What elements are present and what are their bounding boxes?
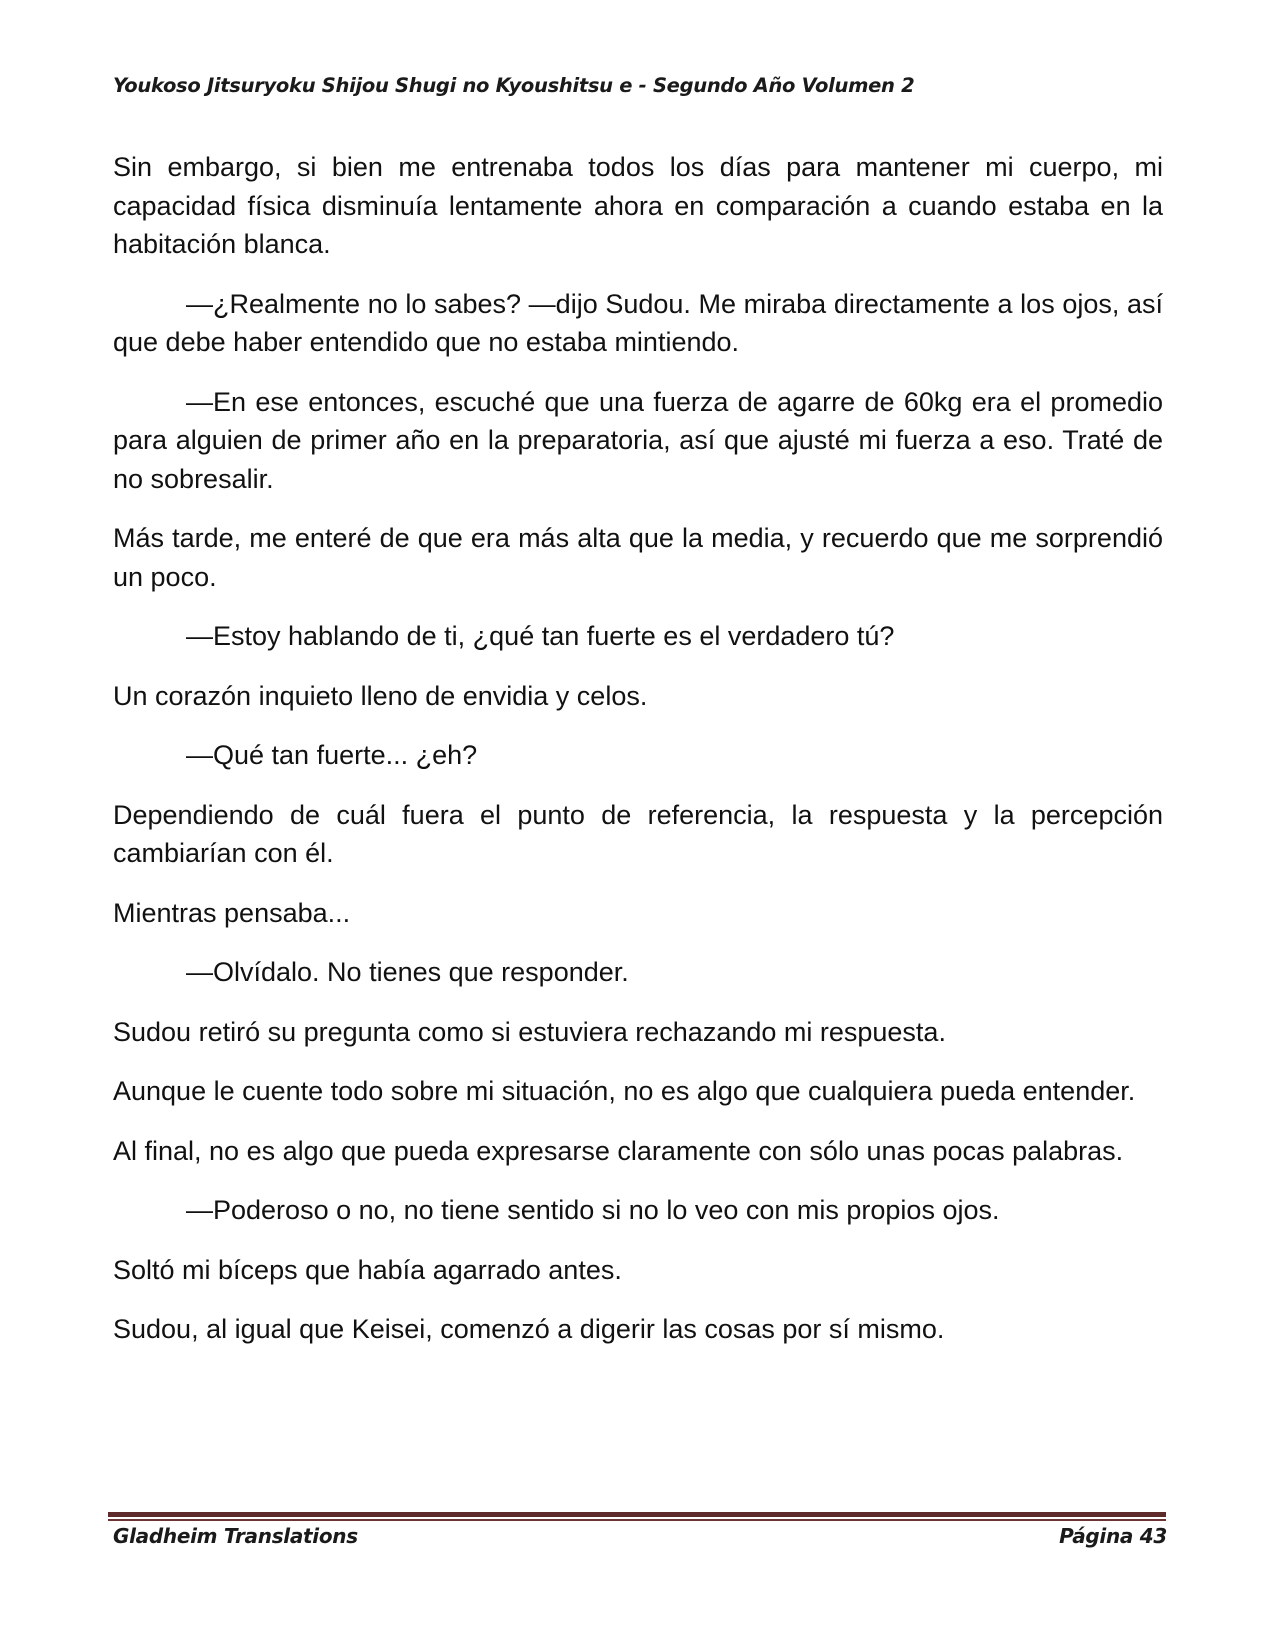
paragraph: Al final, no es algo que pueda expresarse claramente con sólo unas pocas palabras. — [113, 1135, 1124, 1166]
dialog-paragraph: —Poderoso o no, no tiene sentido si no lo veo con mis propios ojos. — [186, 1195, 1000, 1225]
dialog-paragraph: —Estoy hablando de ti, ¿qué tan fuerte es el verdadero tú? — [186, 621, 895, 651]
paragraph: Soltó mi bíceps que había agarrado antes. — [113, 1254, 622, 1285]
paragraph: Sudou retiró su pregunta como si estuviera rechazando mi respuesta. — [113, 1016, 946, 1047]
body-text — [113, 148, 1163, 1370]
paragraph: Sudou, al igual que Keisei, comenzó a digerir las cosas por sí mismo. — [113, 1314, 945, 1344]
dialog-paragraph: —En ese entonces, escuché que una fuerza de agarre de 60kg era el promedio para alguien de primer año en la preparatoria, así que ajusté mi fuerza a eso. Traté de no sobresalir. — [113, 386, 1163, 494]
footer-divider — [108, 1512, 1166, 1521]
footer-divider-thin-line — [108, 1519, 1166, 1521]
footer-credit: Gladheim Translations — [113, 1524, 358, 1548]
paragraph: Sin embargo, si bien me entrenaba todos los días para mantener mi cuerpo, mi capacidad física disminuía lentamente ahora en comparación a cuando estaba en la habitación blanca. — [113, 152, 1163, 259]
dialog-paragraph: —Qué tan fuerte... ¿eh? — [186, 740, 478, 770]
running-header: Youkoso Jitsuryoku Shijou Shugi no Kyoushitsu e - Segundo Año Volumen 2 — [113, 74, 915, 97]
footer-divider-thick-line — [108, 1512, 1166, 1517]
page-number: Página 43 — [1059, 1524, 1167, 1548]
dialog-paragraph: —¿Realmente no lo sabes? —dijo Sudou. Me miraba directamente a los ojos, así que debe haber entendido que no estaba mintiendo. — [113, 288, 1163, 357]
paragraph: Un corazón inquieto lleno de envidia y celos. — [113, 680, 648, 711]
paragraph: Mientras pensaba... — [113, 897, 351, 928]
paragraph: Aunque le cuente todo sobre mi situación, no es algo que cualquiera pueda entender. — [113, 1076, 1136, 1106]
paragraph: Dependiendo de cuál fuera el punto de referencia, la respuesta y la percepción cambiarían con él. — [113, 799, 1163, 868]
paragraph: Más tarde, me enteré de que era más alta que la media, y recuerdo que me sorprendió un poco. — [113, 523, 1163, 592]
dialog-paragraph: —Olvídalo. No tienes que responder. — [186, 957, 629, 987]
